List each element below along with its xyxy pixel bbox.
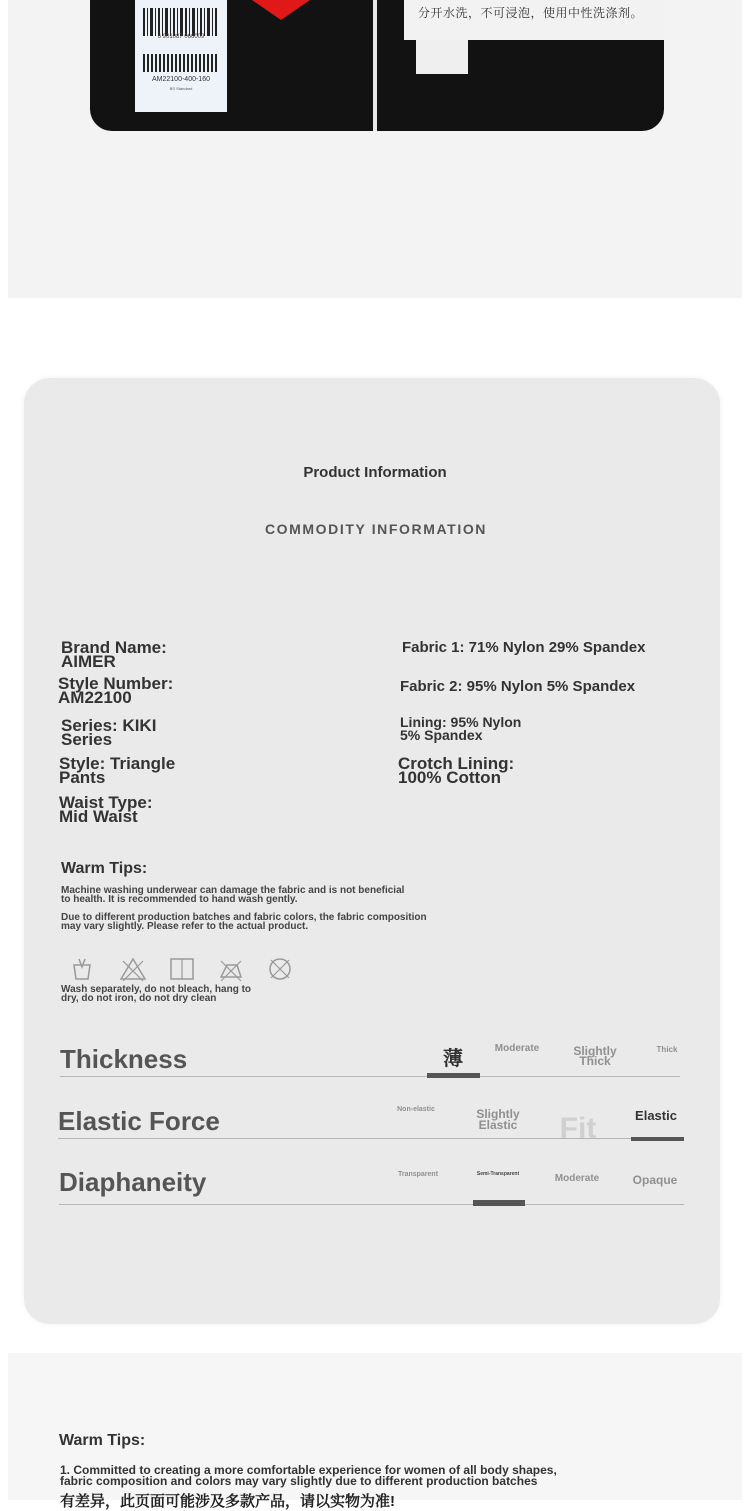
diaphaneity-option-semi-transparent: Semi-Transparent — [476, 1171, 520, 1177]
elastic-option-elastic: Elastic — [635, 1108, 677, 1123]
no-dry-clean-icon — [266, 955, 290, 983]
thickness-title: Thickness — [60, 1044, 188, 1074]
no-iron-icon — [217, 955, 241, 983]
barcode-tag — [135, 0, 227, 112]
product-info-title: Product Information — [303, 464, 447, 481]
warm-tip-batches: Due to different production batches and fabric colors, the fabric composition may vary slightly. Please refer to the actual product. — [61, 912, 427, 932]
barcode-number: 6 901087 066009 — [157, 34, 205, 40]
fit-watermark: Fit — [559, 1112, 597, 1145]
brand-name: Brand Name: AIMER — [61, 638, 167, 671]
hang-dry-icon — [168, 955, 192, 983]
commodity-info-subtitle: COMMODITY INFORMATION — [264, 521, 488, 537]
style-code-label: AM22100-400-160 — [152, 76, 210, 83]
thickness-option-thick: Thick — [656, 1045, 678, 1054]
care-label-tab — [416, 40, 468, 74]
bottom-tip-actual-product: 有差异，此页面可能涉及多款产品，请以实物为准! — [60, 1493, 395, 1510]
fabric-1: Fabric 1: 71% Nylon 29% Spandex — [402, 639, 646, 656]
no-bleach-icon — [119, 955, 143, 983]
fabric-2: Fabric 2: 95% Nylon 5% Spandex — [400, 678, 636, 695]
elastic-option-slightly-elastic: Slightly Elastic — [476, 1107, 520, 1132]
bottom-warm-tips-title: Warm Tips: — [59, 1432, 146, 1449]
diaphaneity-selected-indicator — [473, 1200, 525, 1206]
thickness-selected-indicator — [427, 1073, 480, 1078]
series: Series: KIKI Series — [61, 716, 157, 749]
diaphaneity-line — [59, 1204, 684, 1205]
thickness-line — [60, 1076, 680, 1077]
diaphaneity-title: Diaphaneity — [59, 1167, 207, 1197]
style-type: Style: Triangle Pants — [59, 754, 176, 787]
elastic-force-title: Elastic Force — [58, 1106, 220, 1136]
product-detail-photo — [90, 0, 664, 131]
photo-divider — [373, 0, 377, 131]
elastic-selected-indicator — [631, 1137, 684, 1141]
diaphaneity-option-opaque: Opaque — [632, 1173, 678, 1187]
hand-wash-icon — [70, 955, 94, 983]
care-instructions-text: Wash separately, do not bleach, hang to dry, do not iron, do not dry clean — [61, 984, 252, 1004]
waist-type: Waist Type: Mid Waist — [59, 793, 153, 826]
crotch-lining: Crotch Lining: 100% Cotton — [398, 754, 515, 787]
standard-label: BS Standard — [169, 86, 193, 91]
warm-tips-title: Warm Tips: — [61, 860, 148, 877]
thickness-option-moderate: Moderate — [494, 1043, 540, 1054]
warm-tip-washing: Machine washing underwear can damage the fabric and is not beneficial to health. It is recommended to hand wash gently. — [61, 885, 405, 905]
diaphaneity-option-moderate: Moderate — [554, 1173, 600, 1184]
lining: Lining: 95% Nylon 5% Spandex — [400, 714, 522, 743]
care-label — [404, 0, 664, 40]
bottom-tip-commitment: 1. Committed to creating a more comfortable experience for women of all body shapes, fabric composition and colors may vary slightly due to different production batches — [60, 1463, 557, 1488]
diaphaneity-option-transparent: Transparent — [397, 1171, 439, 1178]
care-label-text: 分开水洗，不可浸泡，使用中性洗涤剂。 — [418, 6, 644, 20]
elastic-option-non-elastic: Non-elastic — [397, 1106, 435, 1113]
thickness-option-thin: 薄 — [443, 1048, 463, 1070]
style-number: Style Number: AM22100 — [58, 674, 174, 707]
thickness-option-slightly-thick: Slightly Thick — [573, 1044, 617, 1068]
red-ribbon — [252, 0, 310, 20]
